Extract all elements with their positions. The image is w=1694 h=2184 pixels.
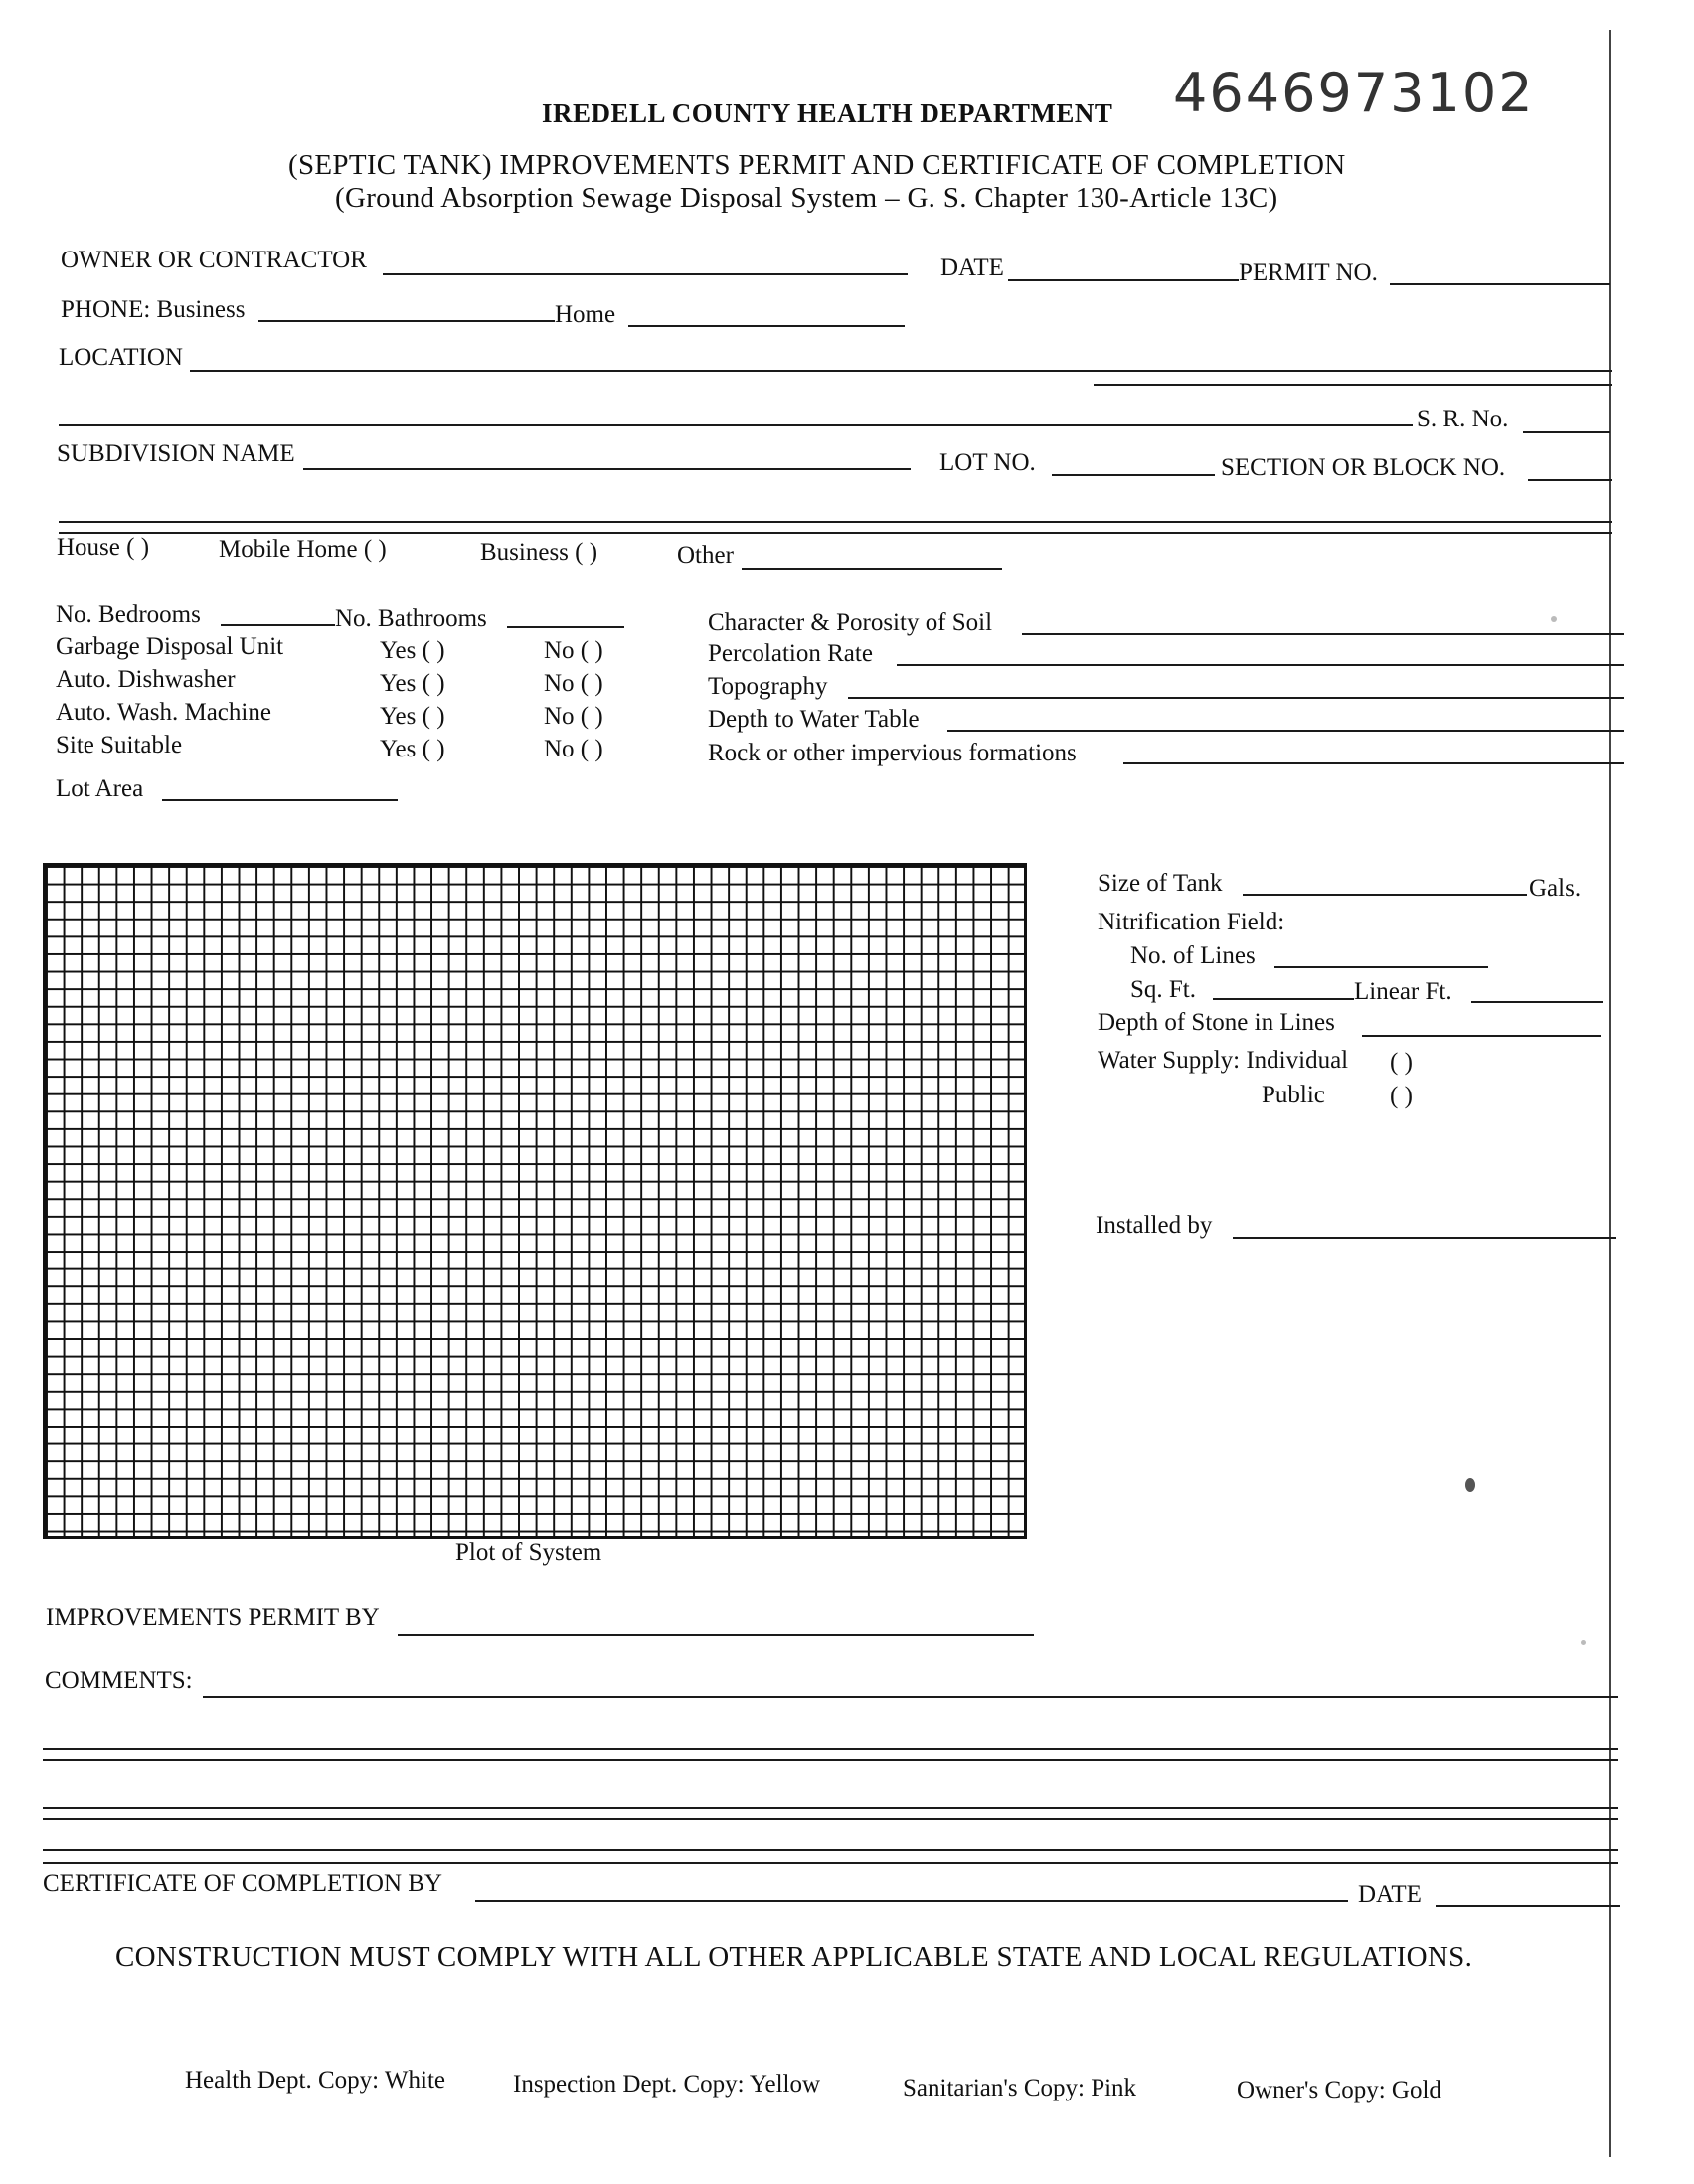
facility-no-checkbox[interactable]: No ( ) [544,670,603,697]
water-supply-label: Water Supply: Individual [1098,1047,1349,1074]
certificate-by-label: CERTIFICATE OF COMPLETION BY [43,1870,442,1897]
percolation-label: Percolation Rate [708,640,873,667]
certificate-by-field[interactable] [475,1900,1348,1902]
location-field[interactable] [190,370,1612,372]
stone-depth-field[interactable] [1362,1035,1601,1037]
bathrooms-field[interactable] [507,626,624,628]
public-checkbox[interactable]: ( ) [1390,1083,1413,1109]
divider-2 [59,532,1612,534]
permit-by-field[interactable] [398,1634,1034,1636]
permit-no-field[interactable] [1390,283,1610,285]
page-right-edge [1609,30,1611,2157]
facility-yes-checkbox[interactable]: Yes ( ) [380,736,445,762]
comments-line-2[interactable] [43,1748,1618,1750]
subdivision-field[interactable] [303,468,911,470]
section-block-field[interactable] [1528,479,1612,481]
facility-yes-checkbox[interactable]: Yes ( ) [380,670,445,697]
plot-grid[interactable] [43,863,1027,1539]
lot-no-field[interactable] [1052,474,1215,476]
facility-yes-checkbox[interactable]: Yes ( ) [380,637,445,664]
installed-by-field[interactable] [1233,1237,1616,1239]
permit-by-label: IMPROVEMENTS PERMIT BY [46,1604,380,1631]
comments-label: COMMENTS: [45,1667,193,1694]
section-block-label: SECTION OR BLOCK NO. [1221,454,1506,481]
facility-no-checkbox[interactable]: No ( ) [544,637,603,664]
copy-label: Sanitarian's Copy: Pink [903,2075,1137,2101]
copy-label: Owner's Copy: Gold [1237,2077,1441,2103]
comments-line-3b [43,1818,1618,1820]
sr-no-label: S. R. No. [1417,406,1509,432]
gals-label: Gals. [1529,875,1582,902]
phone-business-field[interactable] [258,320,555,322]
location-field-line2[interactable] [59,424,1413,426]
divider-1 [59,521,1612,523]
permit-no-label: PERMIT NO. [1239,259,1378,286]
phone-home-label: Home [555,301,616,328]
facility-label: Auto. Wash. Machine [56,699,271,726]
rock-field[interactable] [1123,762,1624,764]
comments-field[interactable] [203,1696,1618,1698]
individual-checkbox[interactable]: ( ) [1390,1049,1413,1076]
comments-line-2b [43,1759,1618,1761]
owner-label: OWNER OR CONTRACTOR [61,247,367,273]
facility-label: Auto. Dishwasher [56,666,236,693]
plot-caption: Plot of System [455,1539,602,1566]
subdivision-label: SUBDIVISION NAME [57,440,295,467]
date-label: DATE [940,254,1004,281]
linear-ft-field[interactable] [1471,1001,1603,1003]
tank-size-label: Size of Tank [1098,870,1223,897]
sqft-label: Sq. Ft. [1130,976,1197,1003]
copy-label: Health Dept. Copy: White [185,2067,445,2094]
handwritten-number: 4646973102 [1173,62,1535,124]
facility-yes-checkbox[interactable]: Yes ( ) [380,703,445,730]
lot-no-label: LOT NO. [939,449,1036,476]
mobile-home-checkbox[interactable]: Mobile Home ( ) [219,536,387,563]
department-name: IREDELL COUNTY HEALTH DEPARTMENT [542,98,1113,128]
facility-label: Garbage Disposal Unit [56,633,284,660]
sqft-field[interactable] [1213,998,1354,1000]
topography-label: Topography [708,673,828,700]
water-table-field[interactable] [947,730,1624,732]
rock-label: Rock or other impervious formations [708,740,1077,766]
certificate-date-label: DATE [1358,1881,1422,1908]
public-label: Public [1262,1082,1325,1108]
certificate-date-field[interactable] [1436,1905,1620,1907]
other-label: Other [677,542,734,569]
soil-character-label: Character & Porosity of Soil [708,609,993,636]
tank-size-field[interactable] [1243,894,1527,896]
house-checkbox[interactable]: House ( ) [57,534,150,561]
copy-label: Inspection Dept. Copy: Yellow [513,2071,821,2098]
soil-character-field[interactable] [1022,633,1624,635]
divider-3 [43,1849,1618,1851]
facility-label: Site Suitable [56,732,183,758]
bathrooms-label: No. Bathrooms [335,605,487,632]
stone-depth-label: Depth of Stone in Lines [1098,1009,1335,1036]
sr-no-field[interactable] [1523,431,1610,433]
facility-no-checkbox[interactable]: No ( ) [544,703,603,730]
installed-by-label: Installed by [1096,1212,1213,1239]
bedrooms-field[interactable] [221,624,335,626]
lines-label: No. of Lines [1130,942,1256,969]
linear-ft-label: Linear Ft. [1354,978,1452,1005]
nitrification-label: Nitrification Field: [1098,909,1285,935]
divider-4 [43,1862,1618,1864]
facility-no-checkbox[interactable]: No ( ) [544,736,603,762]
owner-field[interactable] [383,273,908,275]
scan-speck [1581,1640,1586,1645]
bedrooms-label: No. Bedrooms [56,601,201,628]
form-title: (SEPTIC TANK) IMPROVEMENTS PERMIT AND CERTIFICATE OF COMPLETION [288,149,1346,181]
phone-home-field[interactable] [628,325,905,327]
other-field[interactable] [742,568,1002,570]
lot-area-label: Lot Area [56,775,144,802]
location-field-extra [1094,384,1612,386]
comments-line-3[interactable] [43,1807,1618,1809]
date-field[interactable] [1008,279,1239,281]
water-table-label: Depth to Water Table [708,706,920,733]
location-label: LOCATION [59,344,183,371]
lines-field[interactable] [1274,966,1488,968]
topography-field[interactable] [848,697,1624,699]
scan-speck [1465,1478,1475,1492]
scan-speck [1551,616,1557,622]
phone-business-label: PHONE: Business [61,296,246,323]
regulations-notice: CONSTRUCTION MUST COMPLY WITH ALL OTHER APPLICABLE STATE AND LOCAL REGULATIONS. [115,1941,1473,1973]
form-subtitle: (Ground Absorption Sewage Disposal System – G. S. Chapter 130-Article 13C) [335,182,1278,214]
lot-area-field[interactable] [162,799,398,801]
business-checkbox[interactable]: Business ( ) [480,539,598,566]
percolation-field[interactable] [897,664,1624,666]
